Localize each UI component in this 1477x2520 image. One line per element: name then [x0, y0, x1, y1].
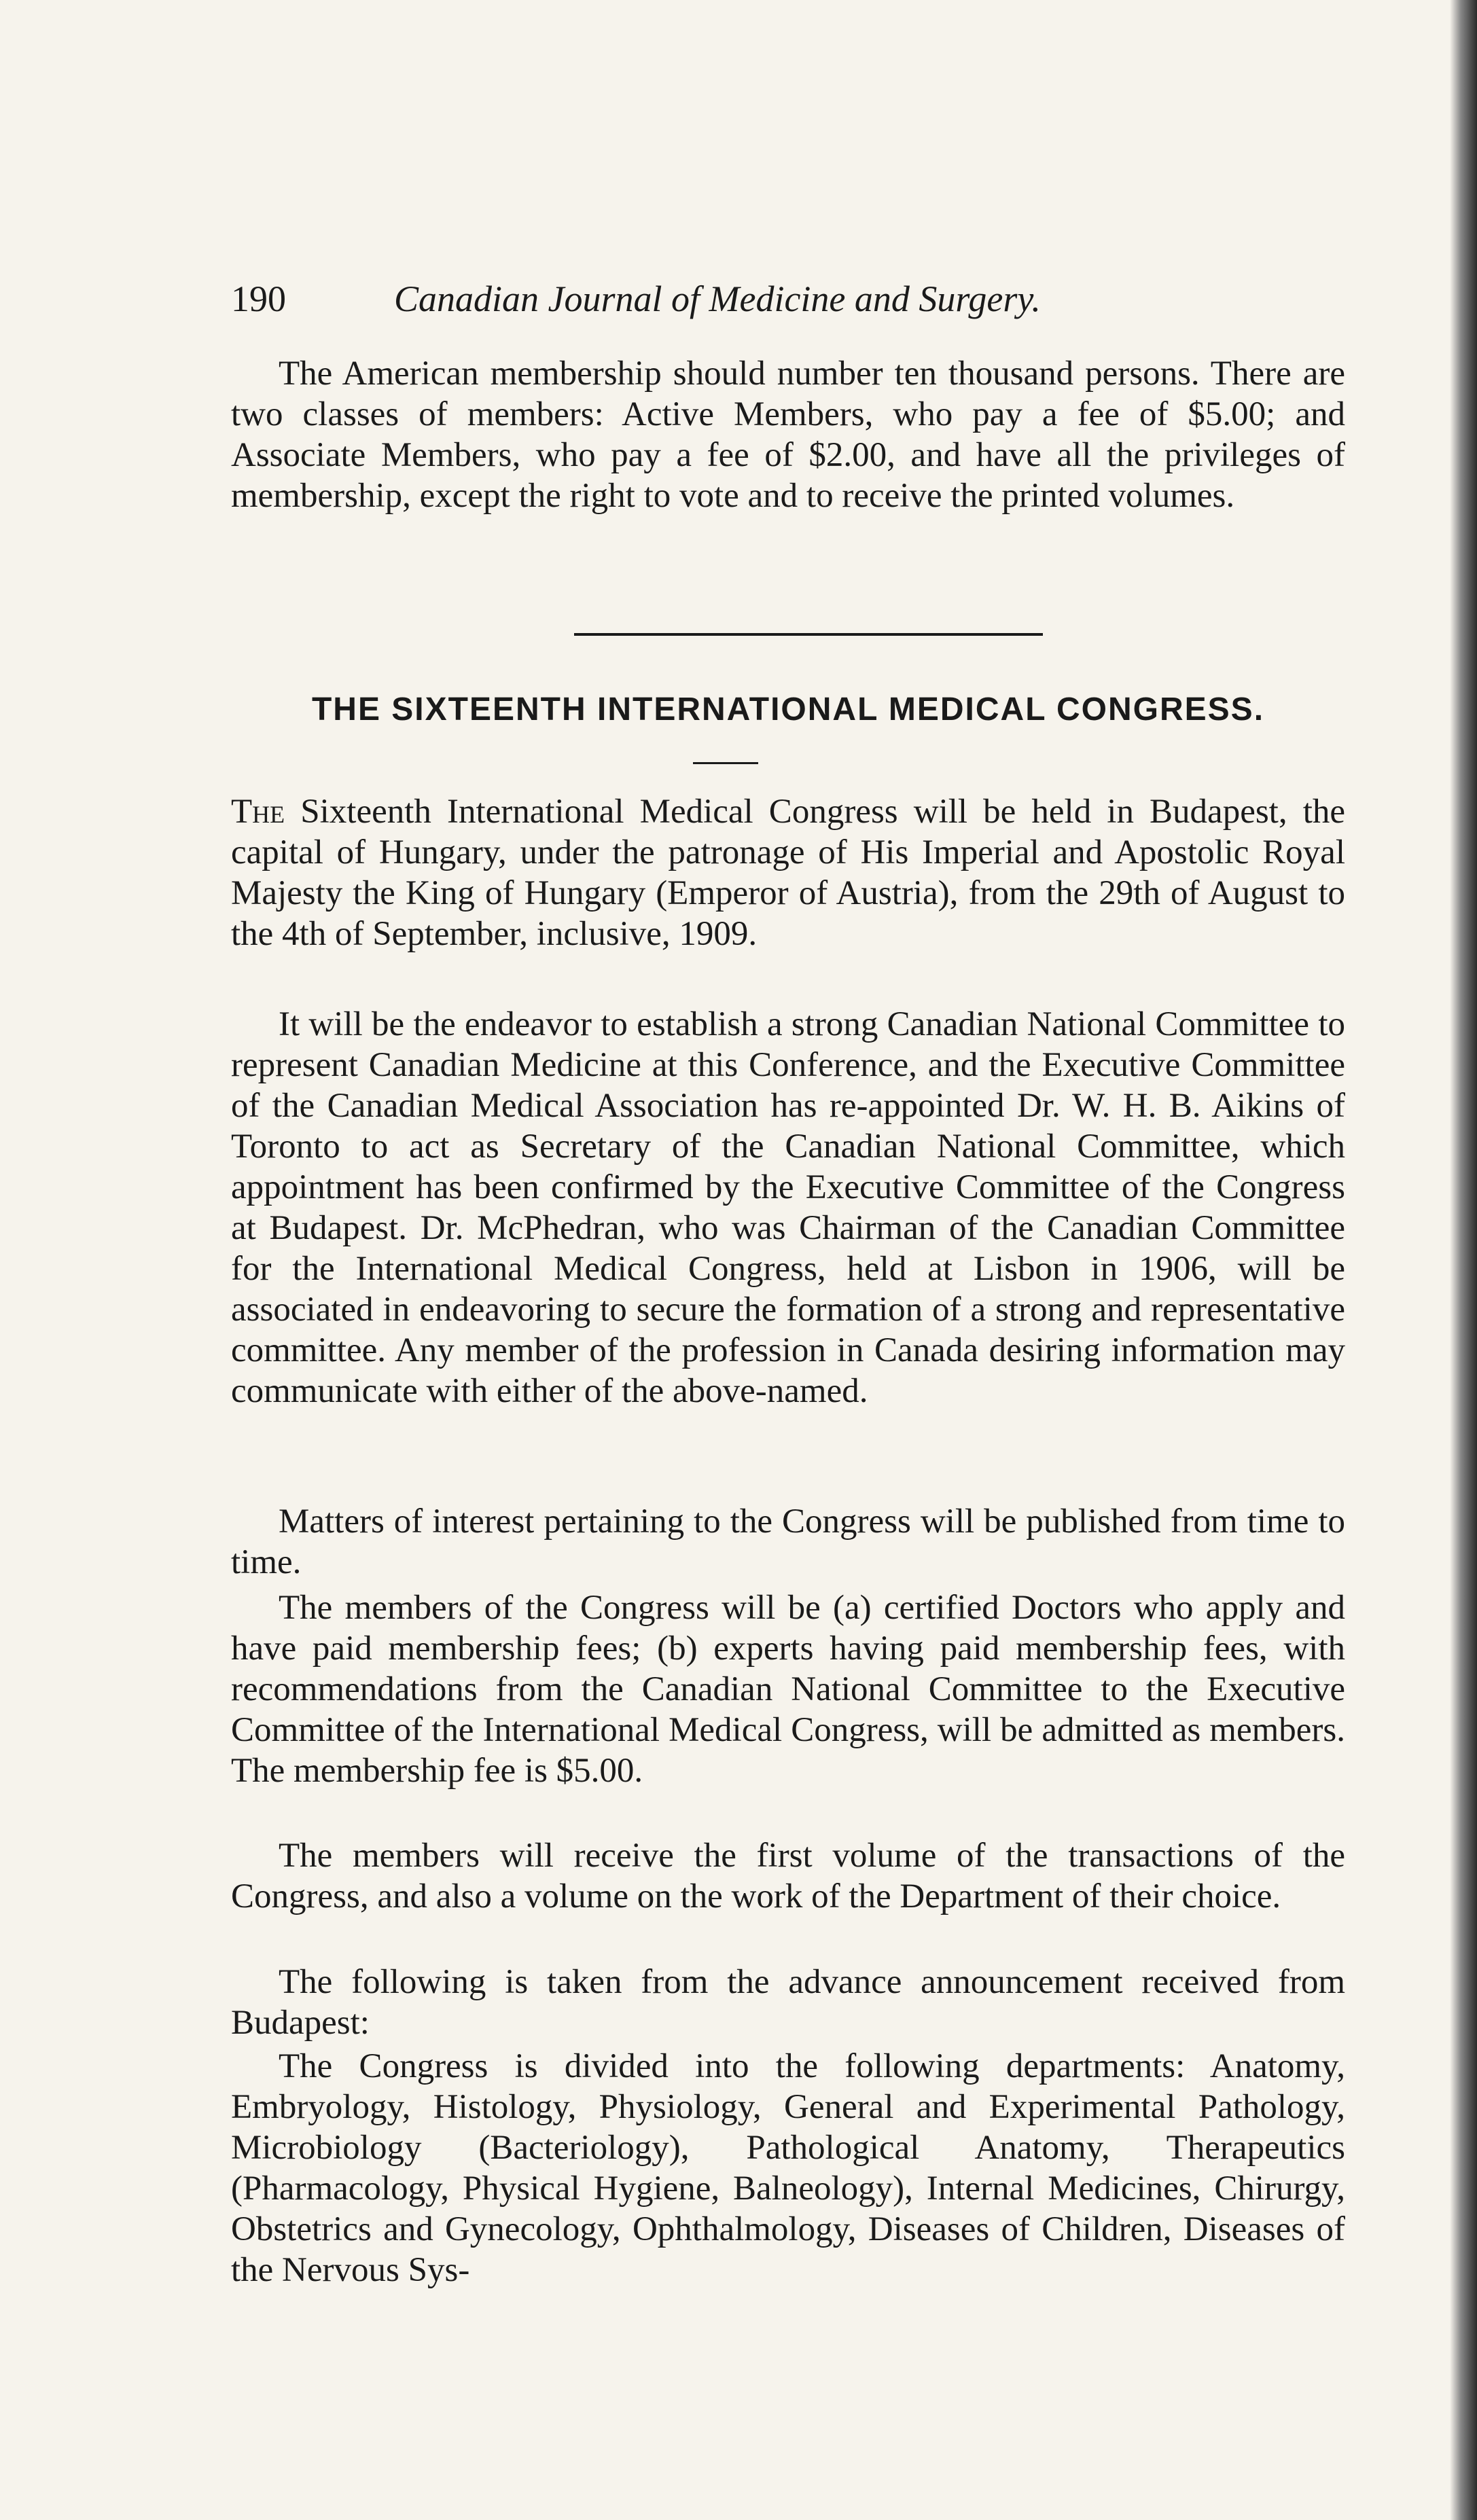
page-edge-shadow: [1450, 0, 1477, 2520]
announcement-paragraph: The following is taken from the advance announcement received from Budapest:: [231, 1963, 1345, 2042]
committee-paragraph: It will be the endeavor to establish a strong Canadian National Committee to represent Canadian Medicine at this Conference, and the Executive Committee of the Canadian Medical Association has re-appointed Dr. W. H. B. Aikins of Toronto to act as Secretary of the Canadian National Committee, which appointment has been confirmed by the Executive Committee of the Congress at Budapest. Dr. McPhedran, who was Chairman of the Canadian Committee for the International Medical Congress, held at Lisbon in 1906, will be associated in endeavoring to secure the formation of a strong and representative committee. Any member of the profession in Canada desiring information may communicate with either of the above-named.: [231, 1005, 1345, 1410]
intro-text: Sixteenth International Medical Congress will be held in Budapest, the capital of Hungary, under the patronage of His Imperial and Apostolic Royal Majesty the King of Hungary (Emperor of Austria), from the 29th of August to the 4th of September, inclusive, 1909.: [231, 793, 1345, 953]
matters-paragraph: Matters of interest pertaining to the Congress will be published from time to time.: [231, 1502, 1345, 1581]
lead-word: The: [231, 793, 285, 831]
section-heading: THE SIXTEENTH INTERNATIONAL MEDICAL CONGRESS.: [311, 691, 1265, 727]
heading-underline: [693, 762, 758, 764]
departments-paragraph: The Congress is divided into the following departments: Anatomy, Embryology, Histology, Physiology, General and Experimental Pathology, Microbiology (Bacteriology), Pathological Anatomy, Therapeutics (Pharmacology, Physical Hygiene, Balneology), Internal Medicines, Chirurgy, Obstetrics and Gynecology, Ophthalmology, Diseases of Children, Diseases of the Nervous Sys-: [231, 2047, 1345, 2289]
membership-paragraph: The American membership should number ten thousand persons. There are two classes of members: Active Members, who pay a fee of $5.00; and Associate Members, who pay a fee of $2.00, and have all the privileges of membership, except the right to vote and to receive the printed volumes.: [231, 355, 1345, 515]
journal-title: Canadian Journal of Medicine and Surgery.: [394, 278, 1041, 319]
running-head: [231, 272, 1345, 326]
section-divider: [574, 633, 1043, 636]
transactions-paragraph: The members will receive the first volume of the transactions of the Congress, and also a volume on the work of the Department of their choice.: [231, 1837, 1345, 1915]
page-number: 190: [231, 278, 286, 319]
members-paragraph: The members of the Congress will be (a) certified Doctors who apply and have paid membership fees; (b) experts having paid membership fees, with recommendations from the Canadian National Committee to the Executive Committee of the International Medical Congress, will be admitted as members. The membership fee is $5.00.: [231, 1589, 1345, 1790]
congress-intro-paragraph: [231, 791, 1345, 954]
